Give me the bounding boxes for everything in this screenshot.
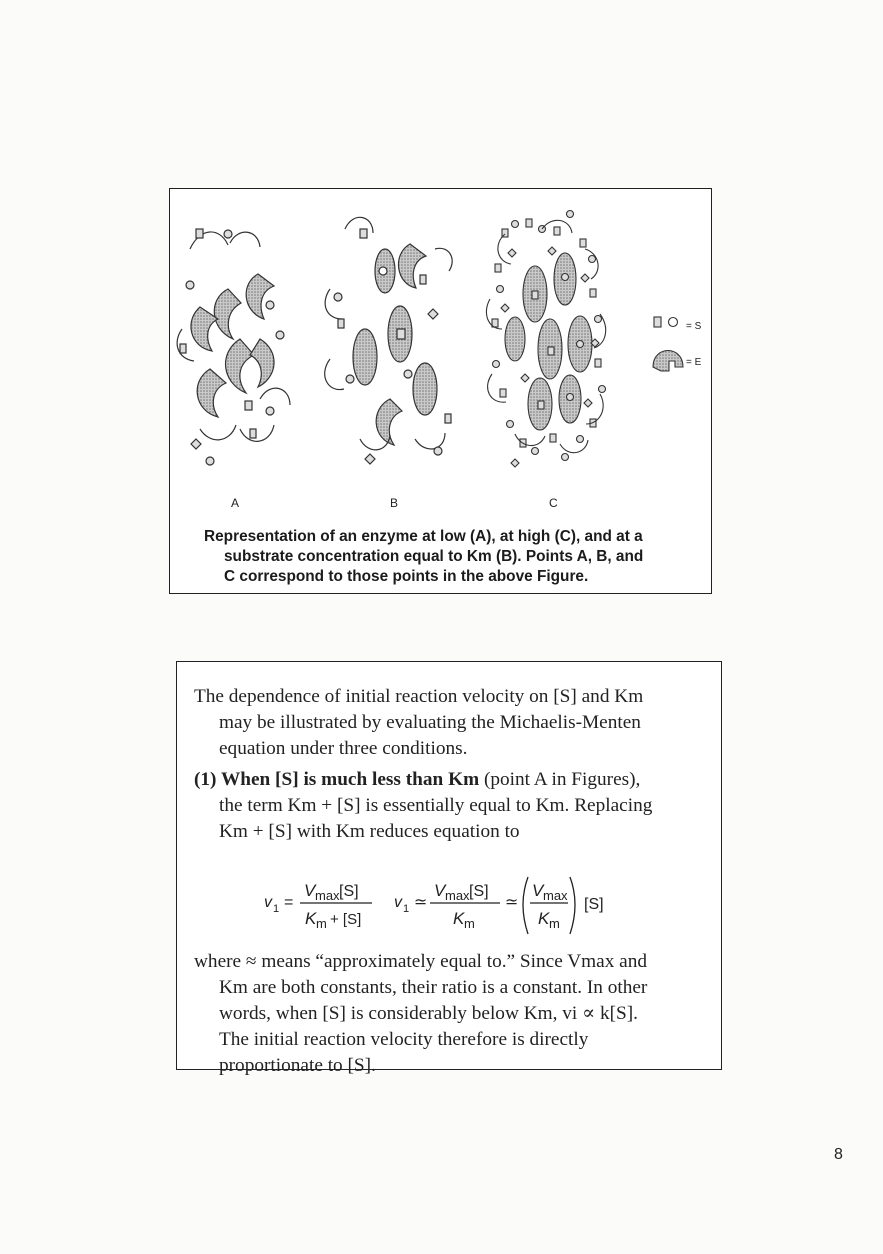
eq2-km: K [453, 909, 465, 928]
condition-line: the term Km + [S] is essentially equal to Km. Replacing [219, 795, 653, 816]
legend [653, 317, 683, 371]
caption-line: Representation of an enzyme at low (A), at high (C), and at a [204, 528, 643, 545]
page-number: 8 [834, 1146, 843, 1163]
eq3-km: K [538, 909, 550, 928]
eq2-max: max [445, 888, 470, 903]
caption-line: substrate concentration equal to Km (B). Points A, B, and [224, 548, 644, 565]
condition-heading: (1) When [S] is much less than Km [194, 769, 480, 790]
intro-line: equation under three conditions. [219, 738, 468, 759]
panel-c-diagram [486, 211, 605, 468]
eq2-v1-sub: 1 [403, 903, 410, 915]
conclusion-paragraph [194, 949, 647, 1079]
enzyme-figure [170, 189, 711, 519]
eq-s: [S] [339, 883, 359, 900]
eq-vmax: V [304, 881, 316, 900]
eq3-vmax: V [532, 881, 544, 900]
conclusion-line: proportionate to [S]. [219, 1055, 376, 1076]
svg-text:≃: ≃ [505, 894, 519, 911]
panel-label-b: B [390, 496, 399, 510]
eq3-max: max [543, 888, 568, 903]
conclusion-line: where ≈ means “approximately equal to.” Since Vmax and [194, 951, 648, 972]
eq-v1: v [264, 894, 272, 911]
eq3-m: m [549, 916, 560, 931]
condition-line: Km + [S] with Km reduces equation to [219, 821, 520, 842]
condition-tail: (point A in Figures), [479, 769, 641, 790]
panel-b-diagram [325, 217, 452, 464]
conclusion-line: The initial reaction velocity therefore is directly [219, 1029, 589, 1050]
eq-km: K [305, 909, 317, 928]
substrate-square-icon [654, 317, 661, 327]
svg-text:≃: ≃ [414, 894, 428, 911]
figure-slide [169, 188, 712, 594]
panel-label-a: A [231, 496, 240, 510]
legend-substrate-label: = S [686, 321, 702, 332]
eq2-s: [S] [469, 883, 489, 900]
condition-heading-line [194, 767, 709, 793]
michaelis-menten-equation [264, 874, 624, 944]
svg-text:=: = [284, 894, 294, 911]
eq-plus-s: + [S] [330, 911, 362, 928]
eq2-v1: v [394, 894, 402, 911]
slide-body [194, 684, 709, 1076]
panel-a-diagram [177, 229, 290, 465]
figure-caption [204, 527, 694, 587]
legend-enzyme-label: = E [686, 357, 702, 368]
enzyme-icon [653, 351, 683, 372]
caption-line: C correspond to those points in the above Figure. [224, 568, 589, 585]
eq-max: max [315, 888, 340, 903]
eq2-vmax: V [434, 881, 446, 900]
panel-label-c: C [549, 496, 558, 510]
text-slide [176, 661, 722, 1076]
eq2-m: m [464, 916, 475, 931]
conclusion-line: Km are both constants, their ratio is a constant. In other [219, 977, 648, 998]
conclusion-line: words, when [S] is considerably below Km, vi ∝ k[S]. [219, 1003, 638, 1024]
substrate-circle-icon [669, 318, 678, 327]
eq-m: m [316, 916, 327, 931]
intro-line: may be illustrated by evaluating the Michaelis-Menten [219, 712, 641, 733]
eq3-s: [S] [584, 896, 604, 913]
intro-line: The dependence of initial reaction velocity on [S] and Km [194, 686, 644, 707]
eq-v1-sub: 1 [273, 903, 280, 915]
